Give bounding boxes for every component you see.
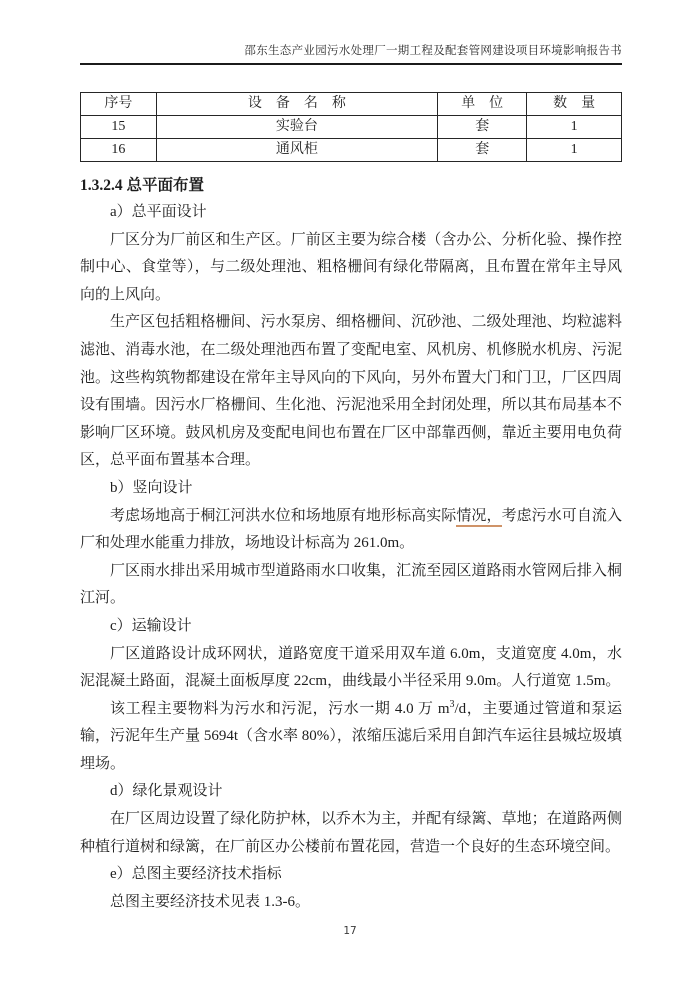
table-row <box>81 139 622 162</box>
cell-qty: 1 <box>527 139 622 162</box>
subsection-c-heading: c）运输设计 <box>110 617 192 634</box>
table-row <box>81 116 622 139</box>
subsection-d-heading: d）绿化景观设计 <box>110 783 223 800</box>
cell-unit: 套 <box>438 139 527 162</box>
table-header-row <box>81 93 622 116</box>
text-segment: 考虑污水可自流入厂和处理水能重力排放，场地设计标高为 261.0m。 <box>80 507 622 552</box>
review-underlined-text: 情况， <box>456 508 501 527</box>
equipment-table <box>80 92 622 162</box>
text-segment: 该工程主要物料为污水和污泥，污水一期 4.0 万 m <box>110 700 450 717</box>
section-heading: 1.3.2.4 总平面布置 <box>80 177 205 194</box>
subsection-a-heading: a）总平面设计 <box>110 204 207 220</box>
cell-name: 实验台 <box>156 116 437 139</box>
paragraph-greening: 在厂区周边设置了绿化防护林，以乔木为主，并配有绿篱、草地；在道路两侧种植行道树和绿篱，在厂前区办公楼前布置花园，营造一个良好的生态环境空间。 <box>80 811 622 855</box>
cell-no: 15 <box>81 116 157 139</box>
cell-no: 16 <box>81 139 157 162</box>
paragraph-materials <box>80 696 622 779</box>
page-body <box>0 92 700 916</box>
cell-qty: 1 <box>527 116 622 139</box>
page-header <box>0 0 700 65</box>
column-header-no: 序号 <box>81 93 157 116</box>
superscript-exponent: 3 <box>449 698 455 710</box>
cell-unit: 套 <box>438 116 527 139</box>
text-segment: /d，主要通过管道和泵运输，污泥年生产量 5694t（含水率 80%），浓缩压滤后采用自卸汽车运往县城垃圾填埋场。 <box>80 700 622 772</box>
subsection-b-heading: b）竖向设计 <box>110 479 193 496</box>
paragraph-roads: 厂区道路设计成环网状，道路宽度干道采用双车道 6.0m，支道宽度 4.0m，水泥混凝土路面，混凝土面板厚度 22cm，曲线最小半径采用 9.0m。人行道宽 1.5m。 <box>80 645 622 690</box>
report-title: 邵东生态产业园污水处理厂一期工程及配套管网建设项目环境影响报告书 <box>80 44 622 65</box>
page-number: 17 <box>343 925 357 937</box>
paragraph-vertical-design <box>80 503 622 558</box>
paragraph-indicators-ref: 总图主要经济技术见表 1.3-6。 <box>110 893 310 910</box>
column-header-name: 设 备 名 称 <box>156 93 437 116</box>
cell-name: 通风柜 <box>156 139 437 162</box>
paragraph-production-area: 生产区包括粗格栅间、污水泵房、细格栅间、沉砂池、二级处理池、均粒滤料滤池、消毒水池，在二级处理池西布置了变配电室、风机房、机修脱水机房、污泥池。这些构筑物都建设在常年主导风向的下风向，另外布置大门和门卫，厂区四周设有围墙。因污水厂格栅间、生化池、污泥池采用全封闭处理，所以其布局基本不影响厂区环境。鼓风机房及变配电间也布置在厂区中部靠西侧，靠近主要用电负荷区，总平面布置基本合理。 <box>80 314 622 469</box>
text-segment: 考虑场地高于桐江河洪水位和场地原有地形标高实际 <box>110 507 457 524</box>
column-header-unit: 单 位 <box>438 93 527 116</box>
page-footer <box>0 925 700 937</box>
column-header-qty: 数 量 <box>527 93 622 116</box>
paragraph-plant-zones: 厂区分为厂前区和生产区。厂前区主要为综合楼（含办公、分析化验、操作控制中心、食堂等），与二级处理池、粗格栅间有绿化带隔离，且布置在常年主导风向的上风向。 <box>80 231 622 303</box>
subsection-e-heading: e）总图主要经济技术指标 <box>110 866 282 883</box>
paragraph-rainwater: 厂区雨水排出采用城市型道路雨水口收集，汇流至园区道路雨水管网后排入桐江河。 <box>80 562 622 607</box>
